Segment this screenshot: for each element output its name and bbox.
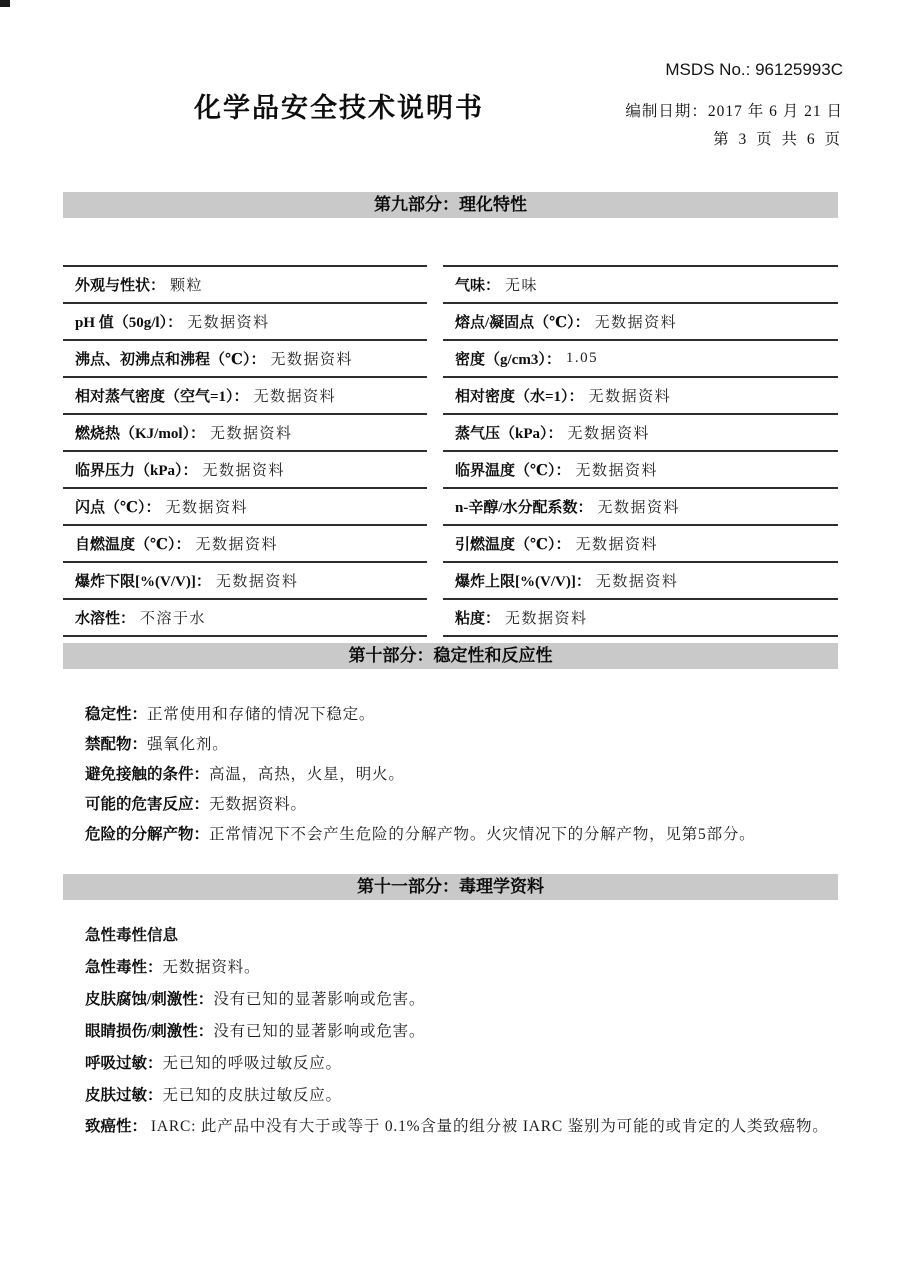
item-label: 稳定性： (85, 706, 148, 723)
section11-header: 第十一部分：毒理学资料 (63, 874, 838, 900)
section10-header: 第十部分：稳定性和反应性 (63, 643, 838, 669)
property-label: 沸点、初沸点和沸程（℃）： (75, 352, 266, 368)
compile-date: 编制日期：2017 年 6 月 21 日 (625, 103, 843, 120)
table-row (443, 339, 838, 376)
stability-section (63, 700, 858, 850)
property-value: 无数据资料 (187, 315, 270, 331)
stability-item (63, 730, 858, 760)
page-indicator: 第 3 页 共 6 页 (713, 131, 843, 148)
table-row (63, 265, 427, 302)
property-label: 自燃温度（℃）： (75, 537, 191, 553)
property-value: 无数据资料 (210, 426, 293, 442)
item-value: 没有已知的显著影响或危害。 (213, 991, 426, 1008)
property-value: 不溶于水 (140, 611, 207, 627)
property-value: 无数据资料 (575, 463, 658, 479)
item-value: 无数据资料。 (209, 796, 307, 813)
table-row (443, 376, 838, 413)
item-value: 正常使用和存储的情况下稳定。 (147, 706, 376, 723)
item-label: 危险的分解产物： (85, 826, 210, 843)
property-label: 爆炸下限[%(V/V)]： (75, 574, 211, 590)
property-value: 无数据资料 (597, 500, 681, 516)
item-value: 强氧化剂。 (147, 736, 229, 753)
property-value: 无数据资料 (594, 315, 678, 331)
table-row (443, 524, 838, 561)
property-value: 无数据资料 (165, 500, 248, 516)
item-value: 正常情况下不会产生危险的分解产物。火灾情况下的分解产物，见第5部分。 (209, 826, 756, 843)
property-value: 无味 (505, 278, 539, 294)
table-row (63, 450, 427, 487)
table-row (63, 413, 427, 450)
property-label: n-辛醇/水分配系数： (455, 500, 593, 516)
item-label: 禁配物： (85, 736, 148, 753)
table-row (63, 302, 427, 339)
stability-item (63, 700, 858, 730)
table-row (443, 302, 838, 339)
property-label: 外观与性状： (75, 278, 166, 294)
item-label: 急性毒性： (85, 959, 163, 976)
item-value: IARC: 此产品中没有大于或等于 0.1%含量的组分被 IARC 鉴别为可能的或肯定的人类致癌物。 (150, 1118, 829, 1135)
toxicology-item (63, 1048, 858, 1080)
property-value: 无数据资料 (505, 611, 588, 627)
toxicology-section (63, 920, 858, 1142)
item-value: 高温，高热，火星，明火。 (209, 766, 405, 783)
property-label: 引燃温度（℃）： (455, 537, 571, 553)
property-label: 密度（g/cm3）： (455, 352, 561, 368)
item-label: 眼睛损伤/刺激性： (85, 1023, 214, 1040)
item-value: 没有已知的显著影响或危害。 (213, 1023, 426, 1040)
property-label: 相对蒸气密度（空气=1）： (75, 389, 249, 405)
toxicology-item (63, 1016, 858, 1048)
table-row (63, 339, 427, 376)
toxicology-item (63, 1080, 858, 1112)
item-label: 皮肤过敏： (85, 1087, 163, 1104)
item-value: 无已知的皮肤过敏反应。 (162, 1087, 342, 1104)
property-value: 无数据资料 (567, 426, 651, 442)
item-label: 可能的危害反应： (85, 796, 210, 813)
item-value: 无数据资料。 (162, 959, 261, 976)
property-label: 气味： (455, 278, 501, 294)
table-row (443, 450, 838, 487)
page-title: 化学品安全技术说明书 (194, 93, 484, 123)
property-value: 颗粒 (170, 278, 204, 294)
property-value: 无数据资料 (270, 352, 353, 368)
property-label: 水溶性： (75, 611, 136, 627)
scan-corner-artifact (0, 0, 10, 7)
physical-table-left-column (63, 265, 427, 637)
property-label: pH 值（50g/l）： (75, 315, 183, 331)
property-label: 爆炸上限[%(V/V)]： (455, 574, 591, 590)
table-row (443, 561, 838, 598)
property-value: 无数据资料 (588, 389, 672, 405)
property-label: 临界温度（℃）： (455, 463, 571, 479)
physical-table-right-column (443, 265, 838, 637)
property-label: 熔点/凝固点（℃）： (455, 315, 590, 331)
item-value: 无已知的呼吸过敏反应。 (162, 1055, 342, 1072)
table-row (443, 487, 838, 524)
property-value: 无数据资料 (595, 574, 679, 590)
property-value: 无数据资料 (575, 537, 658, 553)
stability-item (63, 820, 858, 850)
property-label: 蒸气压（kPa）： (455, 426, 563, 442)
item-label: 呼吸过敏： (85, 1055, 163, 1072)
stability-item (63, 760, 858, 790)
property-value: 无数据资料 (253, 389, 337, 405)
property-value: 无数据资料 (195, 537, 278, 553)
table-row (63, 524, 427, 561)
toxicology-item (63, 984, 858, 1016)
msds-number: MSDS No.: 96125993C (665, 60, 843, 79)
toxicology-item-carcinogenicity (63, 1112, 858, 1142)
property-value: 无数据资料 (202, 463, 286, 479)
toxicology-item (63, 952, 858, 984)
property-label: 临界压力（kPa）： (75, 463, 198, 479)
table-row (443, 598, 838, 635)
table-row (443, 265, 838, 302)
table-row (63, 487, 427, 524)
property-label: 燃烧热（KJ/mol）： (75, 426, 205, 442)
item-label: 致癌性： (85, 1118, 148, 1135)
property-label: 闪点（℃）： (75, 500, 161, 516)
stability-item (63, 790, 858, 820)
table-row (63, 598, 427, 635)
property-value: 1.05 (565, 350, 599, 366)
table-row (63, 376, 427, 413)
section9-header: 第九部分：理化特性 (63, 192, 838, 218)
table-row (443, 413, 838, 450)
acute-toxicity-heading: 急性毒性信息 (85, 927, 179, 944)
table-row (63, 561, 427, 598)
property-value: 无数据资料 (215, 574, 299, 590)
item-label: 皮肤腐蚀/刺激性： (85, 991, 214, 1008)
property-label: 相对密度（水=1）： (455, 389, 584, 405)
item-label: 避免接触的条件： (85, 766, 210, 783)
property-label: 粘度： (455, 611, 501, 627)
